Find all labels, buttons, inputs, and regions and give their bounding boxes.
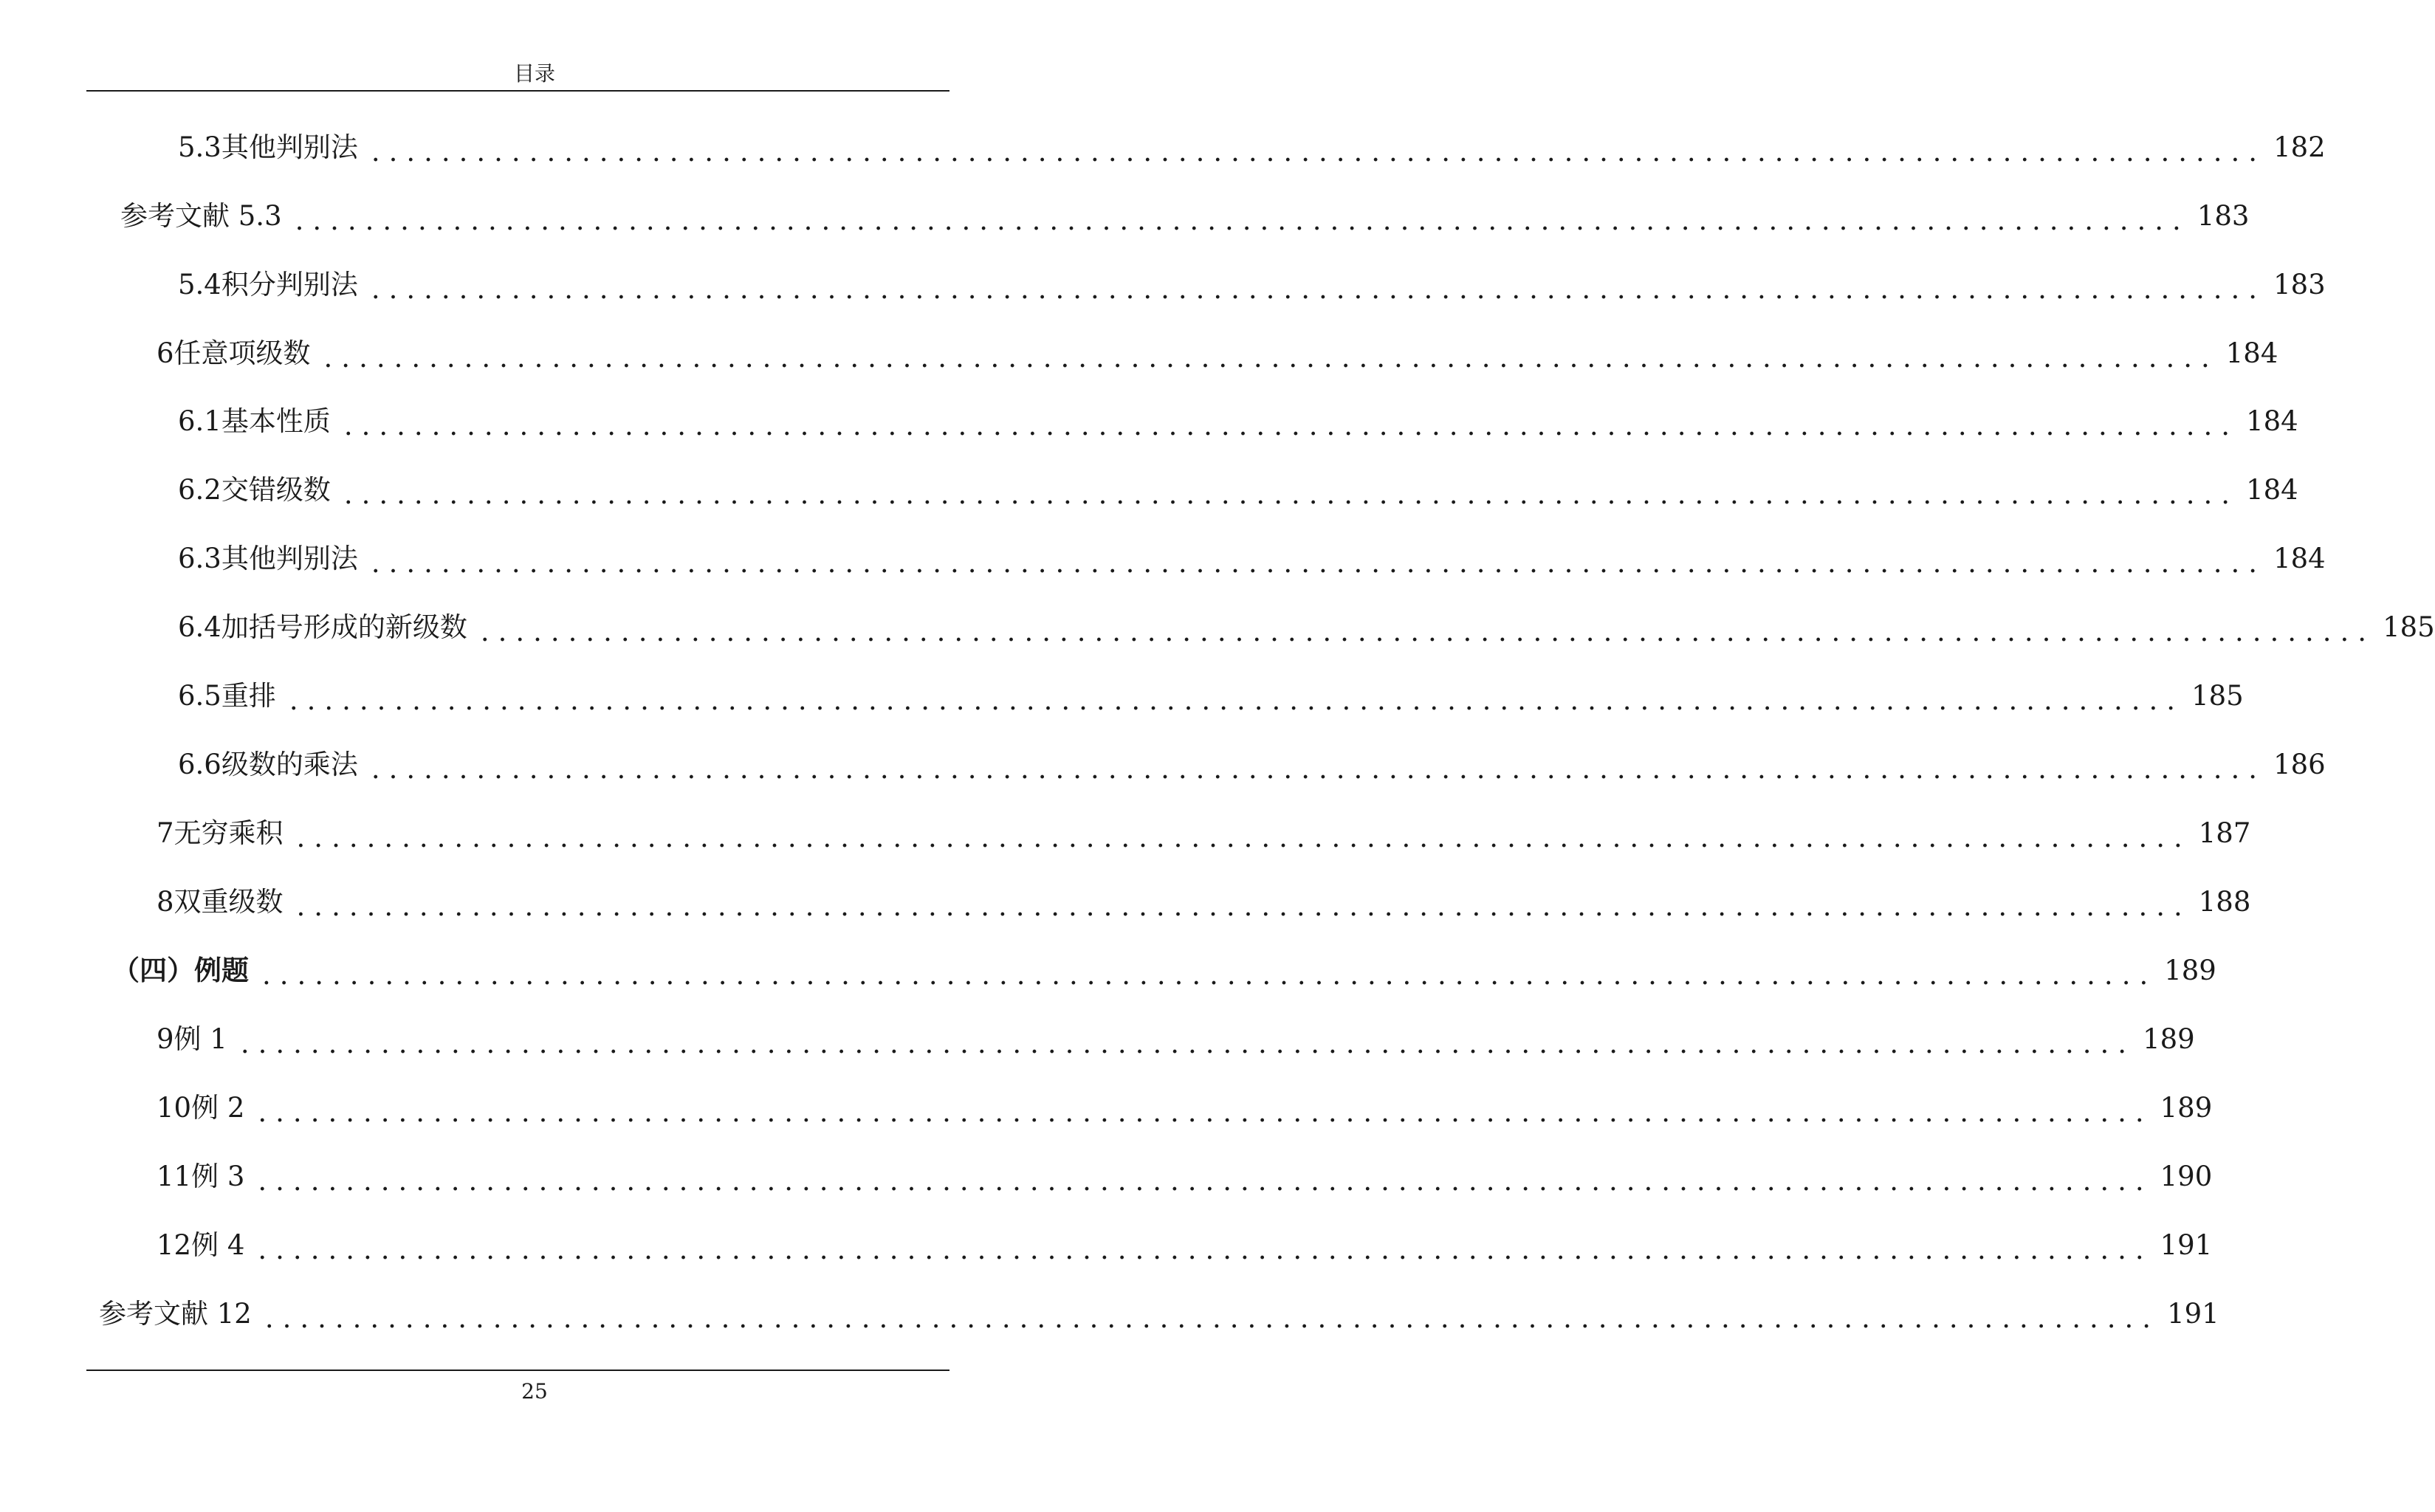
toc-entry[interactable] [157,331,2278,375]
toc-entry-page: 182 [2273,131,2326,163]
dot-leader: ............................................................................................................ [371,272,2267,305]
dot-leader: ............................................................................................................ [289,684,2185,716]
toc-entry-page: 184 [2246,405,2298,437]
toc-entry-title: 例 2 [191,1091,245,1124]
dot-leader: ............................................................................................................ [296,821,2191,853]
toc-entry-page: 184 [2225,337,2278,369]
toc-entry-page: 184 [2246,473,2298,506]
dot-leader: ............................................................................................................ [258,1233,2153,1265]
toc-entry[interactable] [157,1223,2213,1267]
toc-entry[interactable] [178,742,2326,786]
toc-entry-page: 183 [2273,268,2326,300]
toc-entry-number: 10 [157,1091,192,1124]
toc-entry-number: 8 [157,885,174,918]
toc-entry[interactable] [178,605,2435,649]
toc-entry-number: 5.3 [178,131,221,163]
toc-entry[interactable] [178,673,2244,718]
toc-entry-number: 6.1 [178,405,221,437]
toc-entry[interactable] [157,1017,2195,1061]
toc-entry-page: 189 [2143,1023,2195,1055]
dot-leader: ............................................................................................................ [343,409,2239,441]
toc-entry-number: 5.4 [178,268,221,300]
toc-entry[interactable] [178,467,2298,512]
header-rule [86,90,949,92]
toc-entry-title: 无穷乘积 [174,817,284,849]
dot-leader: ............................................................................................................ [480,615,2376,647]
toc-entry-title: 级数的乘法 [221,748,358,780]
toc-entry[interactable] [157,811,2251,855]
toc-entry-title: 双重级数 [174,885,284,918]
dot-leader: ............................................................................................................ [262,958,2157,991]
toc-entry-number: 9 [157,1023,174,1055]
toc-entry-number: 6.2 [178,473,221,506]
toc-entry-title: 积分判别法 [221,268,358,300]
toc-entry-number: 11 [157,1160,192,1192]
toc-entry-title: 交错级数 [221,473,331,506]
toc-entry-page: 189 [2164,954,2216,986]
toc-entry-page: 185 [2383,611,2435,643]
toc-entry[interactable] [178,262,2326,306]
dot-leader: ............................................................................................................ [371,546,2267,579]
toc-entry-page: 191 [2167,1297,2219,1330]
dot-leader: ............................................................................................................ [323,341,2219,374]
dot-leader: ............................................................................................................ [258,1096,2153,1128]
toc-entry[interactable] [157,879,2251,924]
toc-chapter-entry[interactable] [112,948,2216,992]
toc-entry-title: 加括号形成的新级数 [221,611,467,643]
toc-entry-number: 6.3 [178,542,221,574]
page-number: 25 [521,1379,548,1403]
toc-entry-page: 184 [2273,542,2326,574]
footer-rule [86,1370,949,1371]
toc-entry-number: 7 [157,817,174,849]
toc-entry-page: 191 [2160,1228,2213,1261]
toc-entry-page: 188 [2198,885,2251,918]
dot-leader: ............................................................................................................ [264,1302,2160,1334]
dot-leader: ............................................................................................................ [371,752,2267,785]
toc-entry-title: 例 1 [174,1023,227,1055]
dot-leader: ............................................................................................................ [258,1164,2153,1197]
toc-entry-title: 参考文献 5.3 [120,199,282,232]
running-header: 目录 [513,61,555,86]
toc-entry-title: 例 3 [191,1160,245,1192]
dot-leader: ............................................................................................................ [371,135,2267,168]
toc-entry-title: 重排 [221,679,276,712]
toc-entry[interactable] [99,1291,2219,1336]
toc-entry-title: 其他判别法 [221,542,358,574]
toc-entry[interactable] [178,536,2326,580]
toc-entry-title: 例 4 [191,1228,245,1261]
toc-entry-title: 任意项级数 [174,337,311,369]
toc-entry-page: 187 [2198,817,2251,849]
toc-entry-title: 基本性质 [221,405,331,437]
toc-entry-title: 参考文献 12 [99,1297,252,1330]
toc-entry-title: 其他判别法 [221,131,358,163]
toc-entry[interactable] [178,399,2298,443]
toc-entry-page: 189 [2160,1091,2213,1124]
toc-entry-page: 186 [2273,748,2326,780]
toc-entry-number: 6.5 [178,679,221,712]
toc-entry-page: 190 [2160,1160,2213,1192]
toc-entry[interactable] [157,1154,2213,1198]
dot-leader: ............................................................................................................ [295,204,2190,236]
dot-leader: ............................................................................................................ [343,478,2239,510]
toc-entry-number: 6.6 [178,748,221,780]
toc-entry-title: （四）例题 [112,953,249,986]
toc-entry-number: 12 [157,1228,192,1261]
toc-entry-page: 185 [2191,679,2244,712]
dot-leader: ............................................................................................................ [296,890,2191,922]
dot-leader: ............................................................................................................ [240,1027,2136,1059]
toc-entry-number: 6.4 [178,611,221,643]
toc-entry[interactable] [120,193,2250,238]
toc-entry-page: 183 [2197,199,2250,232]
toc-entry[interactable] [157,1085,2213,1130]
toc-entry-number: 6 [157,337,174,369]
toc-entry[interactable] [178,125,2326,169]
